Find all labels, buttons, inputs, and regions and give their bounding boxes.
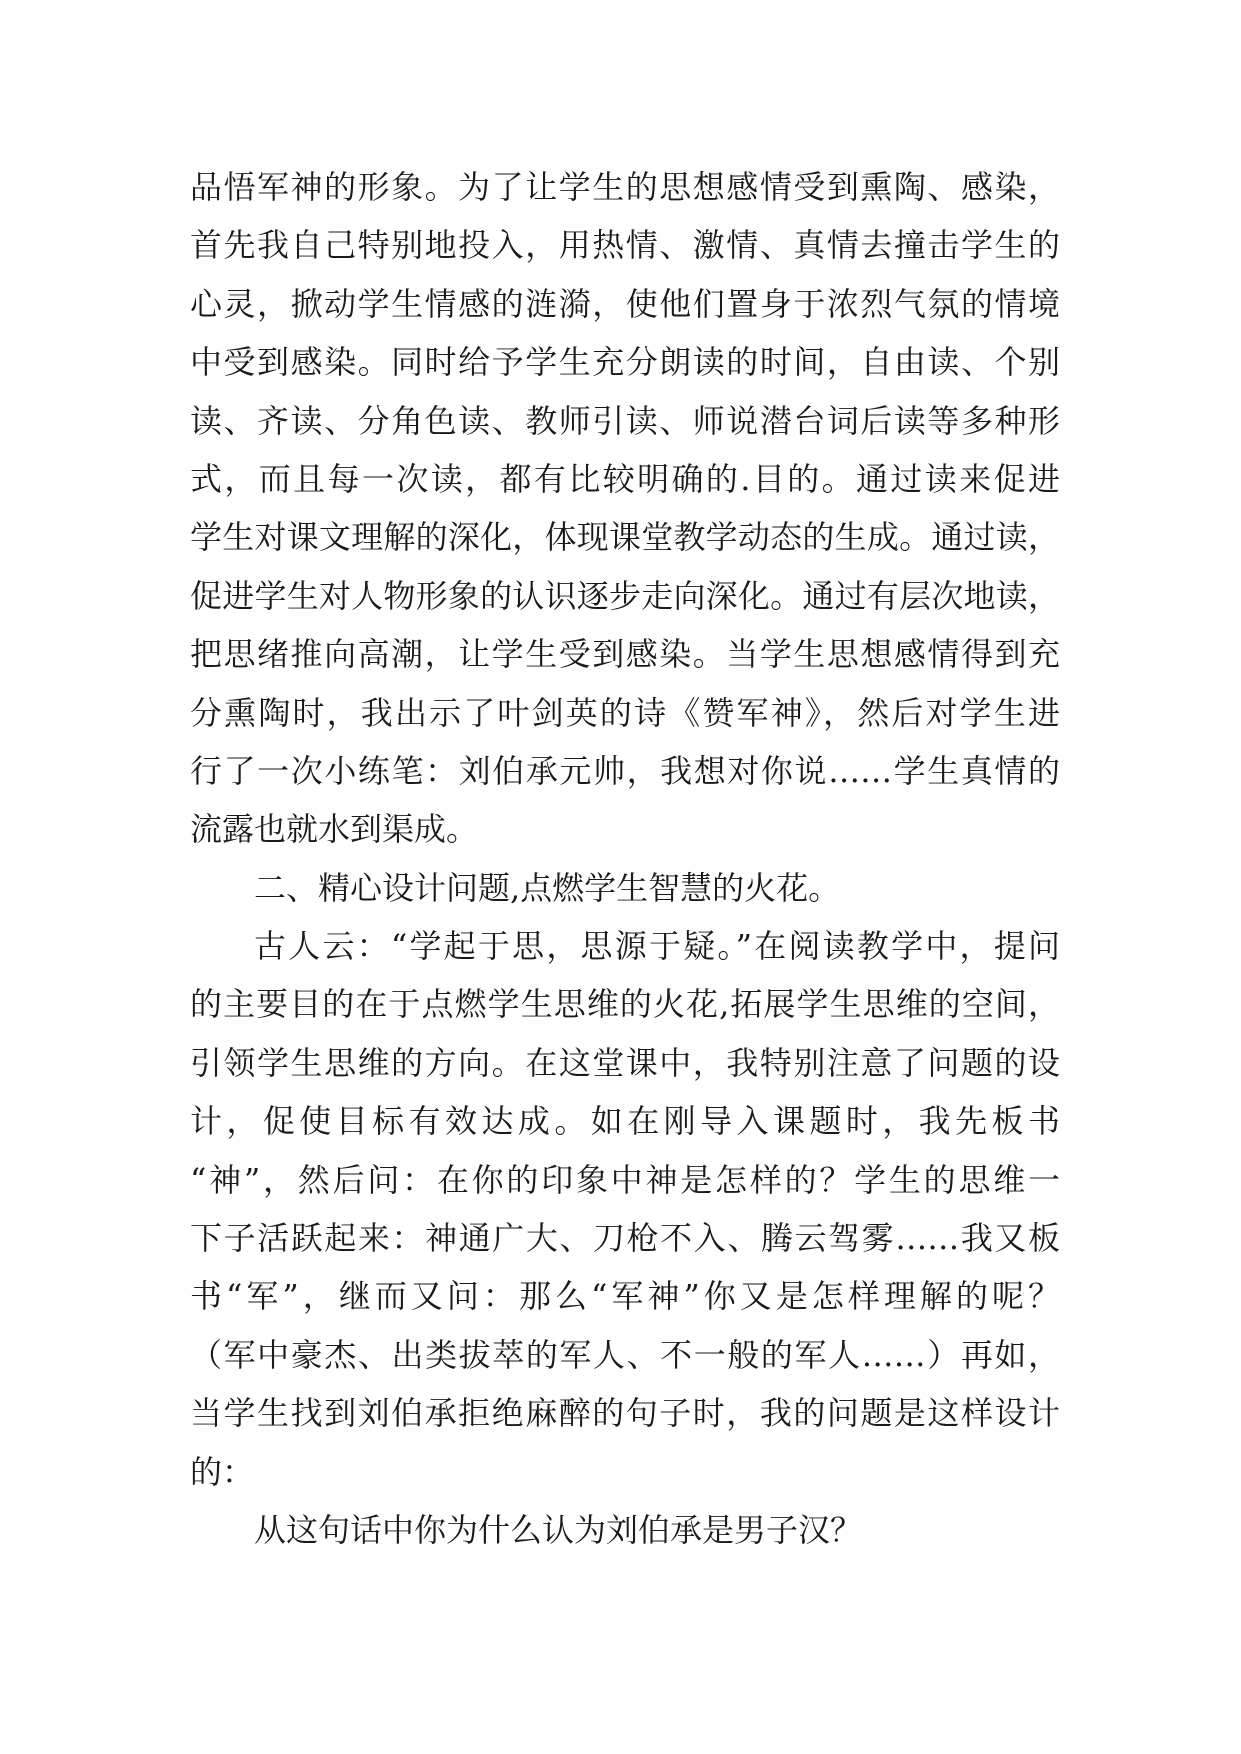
text-line: 分熏陶时，我出示了叶剑英的诗《赞军神》，然后对学生进 [190, 693, 1060, 732]
text-line: 读、齐读、分角色读、教师引读、师说潜台词后读等多种形 [190, 401, 1060, 440]
text-line: 把思绪推向高潮，让学生受到感染。当学生思想感情得到充 [190, 635, 1060, 674]
body-text [190, 158, 1060, 1559]
text-line: 的： [190, 1452, 255, 1491]
text-line: 心灵，掀动学生情感的涟漪，使他们置身于浓烈气氛的情境 [190, 284, 1060, 323]
text-line: “神”，然后问：在你的印象中神是怎样的？学生的思维一 [190, 1160, 1060, 1199]
text-line: 流露也就水到渠成。 [190, 810, 479, 849]
text-line: 行了一次小练笔：刘伯承元帅，我想对你说……学生真情的 [190, 751, 1060, 790]
text-line: 书“军”，继而又问：那么“军神”你又是怎样理解的呢？ [190, 1277, 1060, 1316]
text-line: 促进学生对人物形象的认识逐步走向深化。通过有层次地读， [190, 576, 1060, 615]
text-line: （军中豪杰、出类拔萃的军人、不一般的军人……）再如， [190, 1335, 1060, 1374]
text-line: 品悟军神的形象。为了让学生的思想感情受到熏陶、感染， [190, 168, 1060, 206]
text-line: 下子活跃起来：神通广大、刀枪不入、腾云驾雾……我又板 [190, 1219, 1060, 1258]
text-line: 从这句话中你为什么认为刘伯承是男子汉？ [254, 1510, 863, 1549]
text-line: 计，促使目标有效达成。如在刚导入课题时，我先板书 [190, 1102, 1060, 1141]
text-line: 中受到感染。同时给予学生充分朗读的时间，自由读、个别 [190, 343, 1060, 382]
text-line: 学生对课文理解的深化，体现课堂教学动态的生成。通过读， [190, 518, 1060, 557]
section-heading: 二、精心设计问题,点燃学生智慧的火花。 [254, 868, 841, 907]
text-line: 古人云：“学起于思，思源于疑。”在阅读教学中，提问 [254, 927, 1060, 966]
text-line: 当学生找到刘伯承拒绝麻醉的句子时，我的问题是这样设计 [190, 1394, 1060, 1433]
text-line: 式，而且每一次读，都有比较明确的.目的。通过读来促进 [190, 459, 1060, 498]
text-line: 首先我自己特别地投入，用热情、激情、真情去撞击学生的 [190, 226, 1060, 265]
text-line: 引领学生思维的方向。在这堂课中，我特别注意了问题的设 [190, 1043, 1060, 1082]
text-line: 的主要目的在于点燃学生思维的火花,拓展学生思维的空间， [190, 985, 1060, 1024]
